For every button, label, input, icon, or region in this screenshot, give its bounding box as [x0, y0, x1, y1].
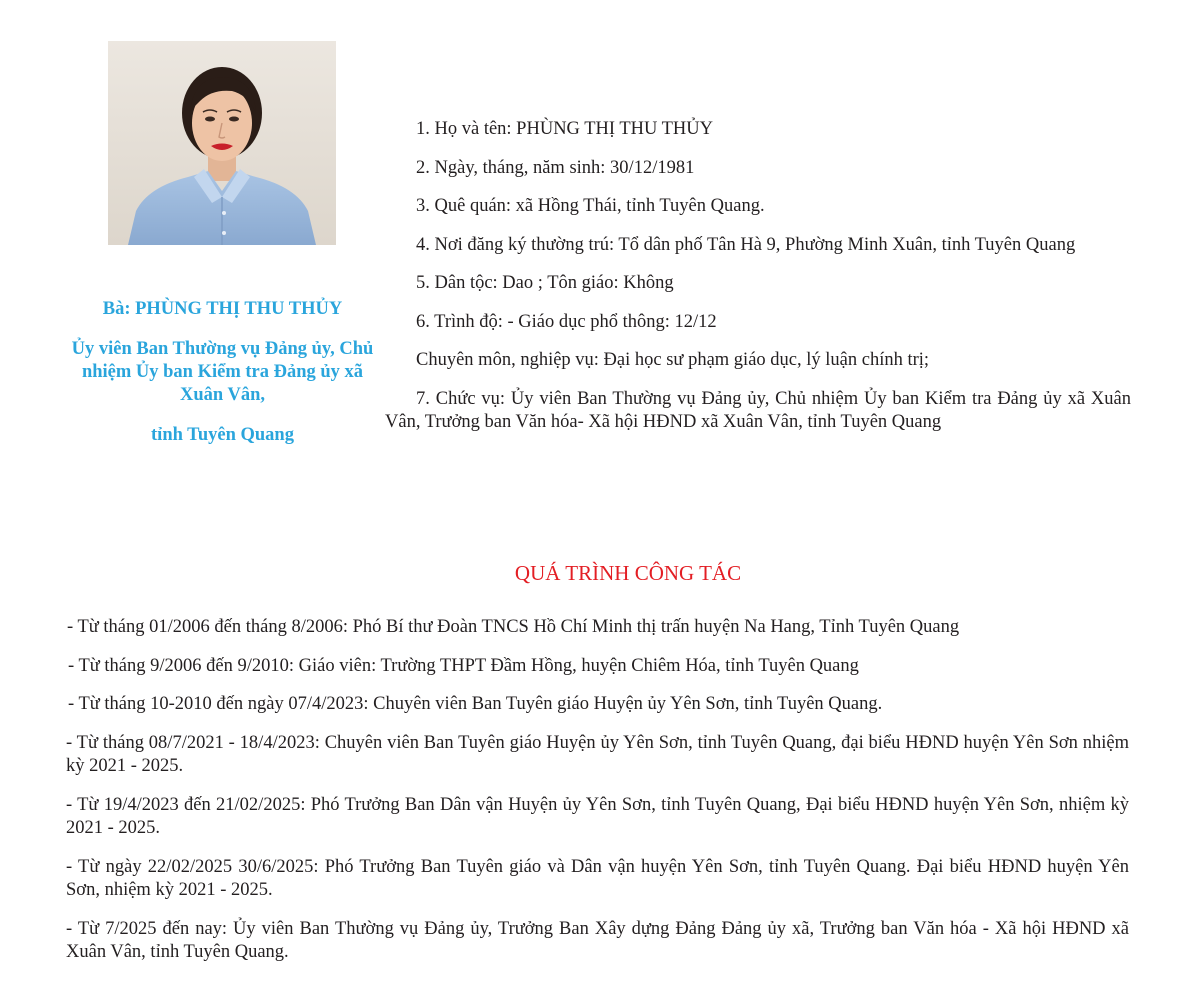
- info-hometown: 3. Quê quán: xã Hồng Thái, tỉnh Tuyên Quang.: [416, 196, 765, 216]
- info-ethnicity-religion: 5. Dân tộc: Dao ; Tôn giáo: Không: [416, 273, 674, 293]
- province-caption: tỉnh Tuyên Quang: [151, 425, 294, 445]
- career-item: - Từ tháng 10-2010 đến ngày 07/4/2023: Chuyên viên Ban Tuyên giáo Huyện ủy Yên Sơn, tỉnh Tuyên Quang.: [68, 694, 883, 714]
- career-item: - Từ 7/2025 đến nay: Ủy viên Ban Thường vụ Đảng ủy, Trưởng Ban Xây dựng Đảng Đảng ủy xã, Trưởng ban Văn hóa - Xã hội HĐND xã Xuân Vân, tỉnh Tuyên Quang.: [66, 918, 1129, 962]
- name-caption: Bà: PHÙNG THỊ THU THỦY: [102, 299, 343, 319]
- career-item: - Từ 19/4/2023 đến 21/02/2025: Phó Trưởng Ban Dân vận Huyện ủy Yên Sơn, tỉnh Tuyên Quang, Đại biểu HĐND huyện Yên Sơn, nhiệm kỳ 2021 - 2025.: [66, 794, 1129, 838]
- career-item: - Từ tháng 9/2006 đến 9/2010: Giáo viên: Trường THPT Đầm Hồng, huyện Chiêm Hóa, tỉnh Tuyên Quang: [68, 655, 859, 676]
- portrait-photo: [108, 41, 336, 245]
- info-residence: 4. Nơi đăng ký thường trú: Tổ dân phố Tân Hà 9, Phường Minh Xuân, tỉnh Tuyên Quang: [416, 234, 1076, 255]
- personal-info: [385, 118, 1131, 450]
- info-education: 6. Trình độ: - Giáo dục phổ thông: 12/12: [416, 311, 717, 332]
- career-item: - Từ tháng 01/2006 đến tháng 8/2006: Phó Bí thư Đoàn TNCS Hồ Chí Minh thị trấn huyện Na Hang, Tỉnh Tuyên Quang: [67, 617, 960, 637]
- career-item: - Từ tháng 08/7/2021 - 18/4/2023: Chuyên viên Ban Tuyên giáo Huyện ủy Yên Sơn, tỉnh Tuyên Quang, đại biểu HĐND huyện Yên Sơn nhiệm kỳ 2021 - 2025.: [66, 732, 1129, 776]
- career-item: - Từ ngày 22/02/2025 30/6/2025: Phó Trưởng Ban Tuyên giáo và Dân vận huyện Yên Sơn, tỉnh Tuyên Quang. Đại biểu HĐND huyện Yên Sơn, nhiệm kỳ 2021 - 2025.: [66, 856, 1129, 900]
- info-birth-date: 2. Ngày, tháng, năm sinh: 30/12/1981: [416, 157, 695, 178]
- section-title: QUÁ TRÌNH CÔNG TÁC: [514, 561, 742, 585]
- info-position: 7. Chức vụ: Ủy viên Ban Thường vụ Đảng ủy, Chủ nhiệm Ủy ban Kiểm tra Đảng ủy xã Xuân Vân, Trưởng ban Văn hóa- Xã hội HĐND xã Xuân Vân, tỉnh Tuyên Quang: [385, 388, 1131, 432]
- career-list: [66, 616, 1129, 980]
- info-full-name: 1. Họ và tên: PHÙNG THỊ THU THỦY: [416, 119, 714, 139]
- info-specialty: Chuyên môn, nghiệp vụ: Đại học sư phạm giáo dục, lý luận chính trị;: [416, 350, 930, 370]
- role-caption: Ủy viên Ban Thường vụ Đảng ủy, Chủ nhiệm Ủy ban Kiểm tra Đảng ủy xã Xuân Vân,: [71, 339, 374, 405]
